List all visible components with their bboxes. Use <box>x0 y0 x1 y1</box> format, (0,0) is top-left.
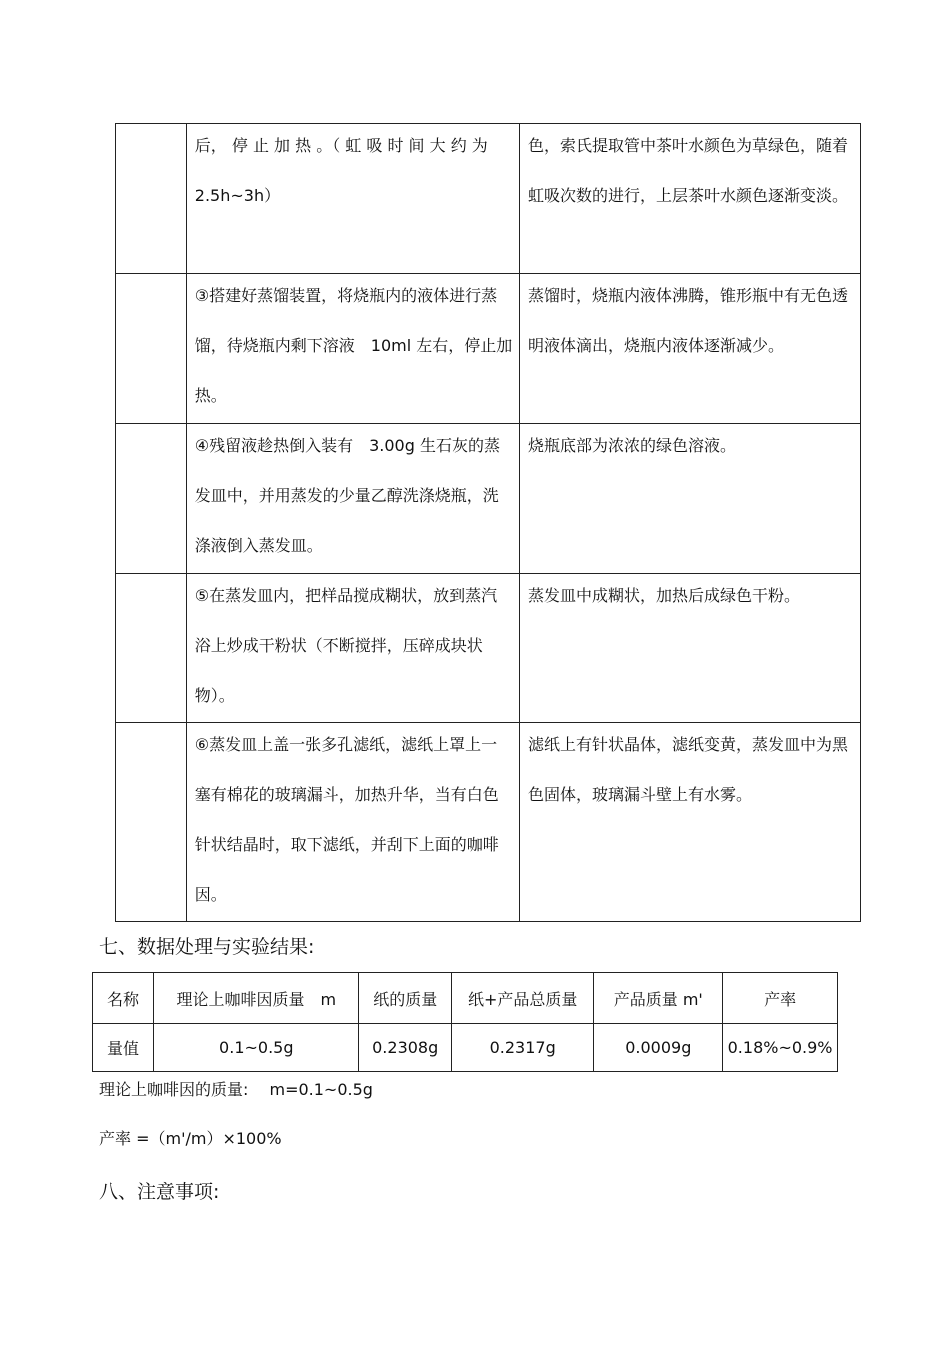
value-cell: 量值 <box>93 1024 154 1072</box>
section-heading-notes: 八、注意事项: <box>99 1181 220 1203</box>
table-row <box>116 424 861 574</box>
step-text: ⑥蒸发皿上盖一张多孔滤纸，滤纸上罩上一塞有棉花的玻璃漏斗，加热升华，当有白色针状结晶时，取下滤纸，并刮下上面的咖啡因。 <box>194 735 499 904</box>
table-cell-observation <box>519 124 860 274</box>
table-cell-step <box>186 124 519 274</box>
value-cell: 0.2317g <box>451 1024 593 1072</box>
table-row <box>116 574 861 723</box>
step-text: ⑤在蒸发皿内，把样品搅成糊状，放到蒸汽浴上炒成干粉状（不断搅拌，压碎成块状物）。 <box>194 586 498 705</box>
table-row <box>116 723 861 922</box>
value-cell: 0.18%~0.9% <box>723 1024 838 1072</box>
step-text: ③搭建好蒸馏装置，将烧瓶内的液体进行蒸馏，待烧瓶内剩下溶液 10ml 左右，停止加热。 <box>194 286 513 405</box>
table-cell-observation <box>519 574 860 723</box>
value-cell: 0.0009g <box>594 1024 723 1072</box>
header-cell: 产品质量 m' <box>594 973 723 1024</box>
step-text: ④残留液趁热倒入装有 3.00g 生石灰的蒸发皿中，并用蒸发的少量乙醇洗涤烧瓶，洗涤液倒入蒸发皿。 <box>194 436 500 555</box>
step-text: 后， 停 止 加 热 。（ 虹 吸 时 间 大 约 为 2.5h~3h） <box>194 136 488 205</box>
results-table <box>92 972 838 1072</box>
table-cell-blank <box>116 723 187 922</box>
table-cell-blank <box>116 424 187 574</box>
observation-text: 烧瓶底部为浓浓的绿色溶液。 <box>527 436 736 455</box>
table-cell-blank <box>116 124 187 274</box>
header-cell: 产率 <box>723 973 838 1024</box>
table-cell-observation <box>519 274 860 424</box>
observation-text: 蒸发皿中成糊状，加热后成绿色干粉。 <box>527 586 800 605</box>
yield-formula: 产率 =（m'/m）×100% <box>99 1129 282 1148</box>
value-cell: 0.1~0.5g <box>154 1024 359 1072</box>
procedure-table <box>115 123 861 922</box>
value-cell: 0.2308g <box>359 1024 451 1072</box>
table-cell-blank <box>116 274 187 424</box>
table-cell-step <box>186 424 519 574</box>
table-cell-observation <box>519 424 860 574</box>
observation-text: 滤纸上有针状晶体，滤纸变黄，蒸发皿中为黑色固体，玻璃漏斗壁上有水雾。 <box>527 735 848 804</box>
table-row <box>93 1024 838 1072</box>
header-cell: 名称 <box>93 973 154 1024</box>
observation-text: 蒸馏时，烧瓶内液体沸腾，锥形瓶中有无色透明液体滴出，烧瓶内液体逐渐减少。 <box>527 286 848 355</box>
observation-text: 色，索氏提取管中茶叶水颜色为草绿色，随着虹吸次数的进行，上层茶叶水颜色逐渐变淡。 <box>527 136 848 205</box>
table-cell-step <box>186 274 519 424</box>
theoretical-mass-formula: 理论上咖啡因的质量: m=0.1~0.5g <box>99 1080 373 1099</box>
table-row <box>116 274 861 424</box>
section-heading-data-processing: 七、数据处理与实验结果: <box>99 936 315 958</box>
header-cell: 纸+产品总质量 <box>451 973 593 1024</box>
header-cell: 纸的质量 <box>359 973 451 1024</box>
table-cell-step <box>186 723 519 922</box>
table-cell-blank <box>116 574 187 723</box>
table-cell-step <box>186 574 519 723</box>
header-cell: 理论上咖啡因质量 m <box>154 973 359 1024</box>
table-row <box>116 124 861 274</box>
table-header-row <box>93 973 838 1024</box>
table-cell-observation <box>519 723 860 922</box>
